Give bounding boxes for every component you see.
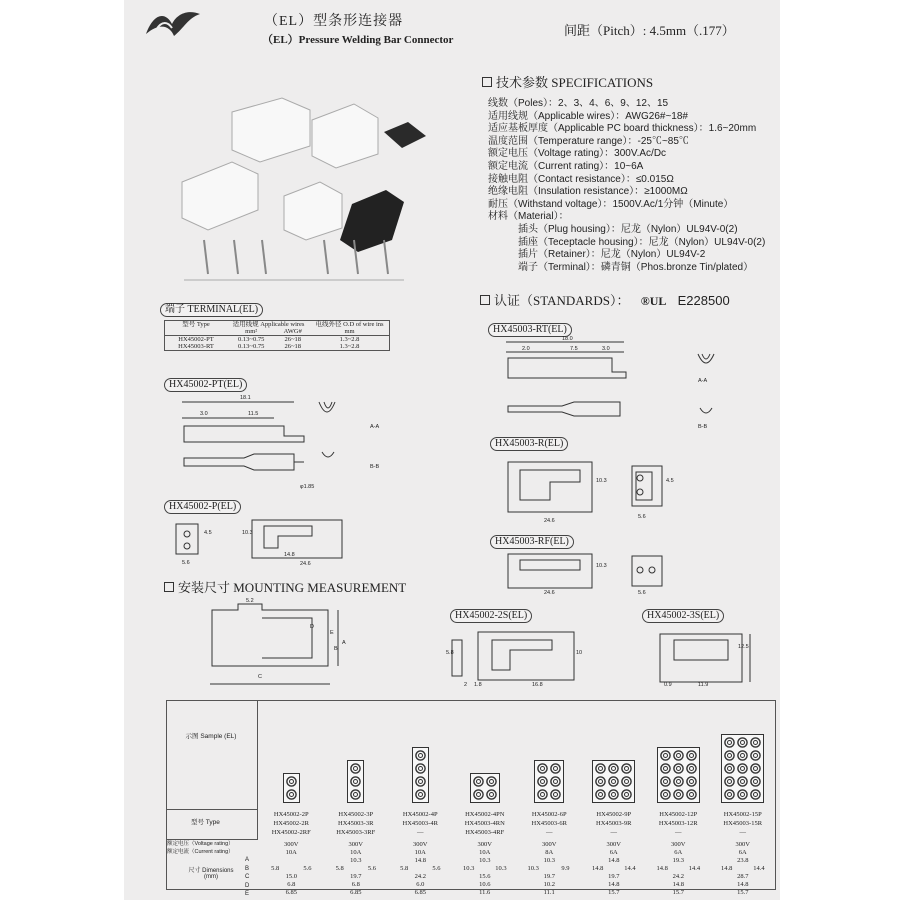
mounting-heading: 安装尺寸 MOUNTING MEASUREMENT [164,577,406,596]
pt-label: HX45002-PT(EL) [164,378,247,392]
table-cell: 15.7 [737,889,749,896]
p-dim: 10.3 [242,530,253,536]
rt-label: HX45003-RT(EL) [488,323,572,337]
pt-drawing [174,392,394,502]
table-cell: 19.7 [608,873,620,880]
model-column [453,701,518,896]
table-cell: 10A [414,849,426,856]
pt-dim: A-A [370,424,380,430]
title-en: （EL）Pressure Welding Bar Connector [262,34,454,46]
table-cell: 24.2 [414,873,426,880]
table-cell: 11.6 [479,889,491,896]
table-cell: 15.6 [479,873,491,880]
model-column [324,701,389,896]
rt-dim: 18.0 [562,336,573,342]
table-cell: HX45002-4P [402,811,438,818]
table-cell: 6.8 [351,881,360,888]
table-cell: 8A [545,849,554,856]
table-cell: 15.7 [608,889,620,896]
material-row: 端子（Terminal）：磷青铜（Phos.bronze Tin/plated） [518,261,754,273]
table-cell: 1.3~2.8 [339,336,360,343]
model-column [582,701,647,896]
pitch-label: 间距（Pitch）: 4.5mm（.177） [564,23,735,38]
dim-key: B [245,865,250,872]
model-column [711,701,776,896]
table-cell: HX45003-12R [658,820,698,827]
table-cell: 5.6 [303,865,312,872]
pt-dim: φ1.85 [300,484,315,490]
catalog-page [124,0,780,900]
square-bullet-icon [482,77,492,87]
table-cell: 14.4 [753,865,765,872]
s3-label: HX45002-3S(EL) [642,609,724,623]
spec-row: 适用线规（Applicable wires）：AWG26#~18# [488,110,688,122]
table-cell: 14.8 [608,881,620,888]
table-cell: 10.3 [350,857,362,864]
spec-row: 额定电流（Current rating）：10~6A [488,161,644,172]
table-cell: HX45003-3R [338,820,374,827]
table-cell: HX45002-2RF [271,829,311,836]
table-cell: 300V [735,841,750,848]
pt-dim: 18.1 [240,395,251,401]
s2-dim: 5.8 [446,650,454,656]
model-column [388,701,453,896]
table-cell: HX45002-15P [723,811,762,818]
table-cell: HX45002-12P [659,811,698,818]
table-cell: 23.8 [737,857,749,864]
s2-dim: 1.8 [474,682,482,688]
connector-sample-icon [657,747,700,803]
dim-key: A [245,857,250,863]
material-row: 插头（Plug housing）：尼龙（Nylon）UL94V-0(2) [518,224,738,235]
rf-dim: 5.6 [638,590,646,596]
table-cell: 6A [738,849,747,856]
mounting-drawing [204,598,404,693]
terminal-table [164,320,390,351]
table-cell: 14.4 [624,865,636,872]
mounting-dim: C [258,674,262,680]
table-cell: 300V [413,841,428,848]
material-row: 插片（Retainer）：尼龙（Nylon）UL94V-2 [518,249,706,261]
table-cell: 6A [674,849,683,856]
table-cell: 10A [350,849,362,856]
s2-drawing [442,624,602,690]
standards-number: E228500 [677,293,730,308]
s3-dim: 0.9 [664,682,672,688]
table-cell: HX45003-9R [596,820,632,827]
r-dim: 5.6 [638,514,646,520]
dim-keys [245,839,249,899]
table-cell: — [739,829,746,836]
mounting-dim: E [330,630,334,636]
s2-dim: 2 [464,682,468,688]
s3-drawing [650,624,770,690]
table-cell: — [610,829,617,836]
type-label-cell [167,809,258,840]
table-cell: 10.3 [462,865,475,872]
table-cell: 15.7 [672,889,684,896]
spec-row: 耐压（Withstand voltage）：1500V.Ac/1分钟（Minute） [488,198,734,210]
rf-drawing [494,548,774,598]
table-cell: 10.3 [527,865,539,872]
table-cell: 6.85 [414,889,426,896]
sample-label-cell [167,701,258,810]
material-row: 插座（Teceptacle housing）：尼龙（Nylon）UL94V-0(2) [518,236,766,248]
sample-label: 示图 Sample (EL) [185,733,237,740]
table-cell: 5.8 [400,865,409,872]
connector-sample-icon [534,760,564,803]
mounting-dim: B [334,646,338,652]
s2-label: HX45002-2S(EL) [450,609,532,623]
table-cell: 26~18 [284,336,301,343]
p-drawing [168,514,358,570]
connector-sample-icon [412,747,429,803]
rt-dim: 3.0 [602,346,610,352]
p-dim: 4.5 [204,530,212,536]
table-cell: 300V [606,841,621,848]
table-cell: HX45003-4RF [465,829,505,836]
table-cell: 0.13~0.75 [238,343,265,350]
table-cell: 1.3~2.8 [339,343,360,350]
table-cell: HX45002-6P [531,811,567,818]
table-cell: 15.0 [285,873,297,880]
table-cell: 300V [477,841,492,848]
table-cell: 10A [479,849,491,856]
pt-dim: 3.0 [200,411,208,417]
rt-dim: 7.5 [570,346,578,352]
spec-row: 线数（Poles）：2、3、4、6、9、12、15 [488,98,669,109]
table-cell: 14.8 [414,857,426,864]
table-cell: 9.9 [561,865,570,872]
table-cell: 300V [348,841,363,848]
tt-sub-awg: AWG# [283,328,302,335]
mounting-dim: A [342,640,346,646]
table-cell: 5.8 [271,865,280,872]
table-cell: — [675,829,682,836]
table-cell: 24.2 [672,873,684,880]
p-dim: 5.6 [182,560,190,566]
p-dim: 14.8 [284,552,295,558]
table-cell: 10.3 [495,865,507,872]
r-dim: 24.6 [544,518,555,524]
spec-row: 额定电压（Voltage rating）：300V.Ac/Dc [488,148,667,160]
table-cell: — [417,829,424,836]
product-photo [164,72,454,302]
r-dim: 4.5 [666,478,674,484]
table-cell: 5.6 [367,865,376,872]
standards-line [480,290,730,309]
type-label: 型号 Type [191,819,220,826]
table-cell: HX45003-15R [723,820,763,827]
table-cell: HX45002-4PN [465,811,505,818]
s3-dim: 11.9 [698,682,709,688]
brand-logo-icon [144,8,202,40]
rt-dim: 2.0 [522,346,530,352]
specifications-block [478,72,778,292]
table-cell: 14.8 [720,865,733,872]
table-cell: 14.8 [672,881,684,888]
table-cell: 6A [609,849,618,856]
p-label: HX45002-P(EL) [164,500,241,514]
pt-dim: B-B [370,464,380,470]
s3-dim: 12.5 [738,644,749,650]
r-label: HX45003-R(EL) [490,437,568,451]
spec-row: 温度范围（Temperature range）：-25℃~85℃ [488,135,689,147]
table-cell: HX45003-3RF [336,829,376,836]
table-cell: 11.1 [543,889,555,896]
rf-dim: 24.6 [544,590,555,596]
table-cell: 10.2 [543,881,555,888]
rf-label: HX45003-RF(EL) [490,535,574,549]
table-cell: 14.8 [591,865,604,872]
connector-sample-icon [283,773,300,803]
table-cell: 10A [285,849,297,856]
connector-sample-icon [470,773,500,803]
tt-h-od: 电线外径 O.D of wire ins [315,321,384,328]
voltage-label: 额定电压（Voltage rating） [167,841,234,847]
table-cell: 14.8 [737,881,749,888]
table-cell: 14.8 [656,865,668,872]
table-cell: 14.4 [688,865,701,872]
table-cell: HX45003-RT [178,343,214,350]
current-label: 额定电流（Current rating） [167,849,234,855]
tt-sub-mm: mm [344,328,355,335]
table-cell: HX45002-3P [338,811,374,818]
table-cell: 28.7 [737,873,749,880]
r-drawing [494,450,774,530]
tt-sub-mm2: mm² [245,328,258,335]
table-cell: 5.8 [335,865,344,872]
s2-dim: 16.8 [532,682,543,688]
tt-h-wires: 适用线规 Applicable wires [232,321,305,328]
specifications-heading: 技术参数 SPECIFICATIONS [482,72,653,91]
table-cell: HX45002-PT [178,336,214,343]
spec-row: 适应基板厚度（Applicable PC board thickness）：1.6~20mm [488,123,757,135]
table-cell: — [546,829,553,836]
rt-dim: A-A [698,378,708,384]
ul-mark: ®UL [640,294,667,308]
table-cell: HX45003-4R [402,820,438,827]
model-column [259,701,324,896]
table-cell: 6.0 [416,881,425,888]
r-dim: 10.3 [596,478,607,484]
model-table [166,700,776,898]
connector-sample-icon [347,760,364,803]
table-cell: 10.3 [479,857,491,864]
table-cell: HX45002-2P [273,811,309,818]
table-cell: 300V [671,841,686,848]
table-cell: HX45003-6R [531,820,567,827]
pt-dim: 11.5 [248,411,259,417]
table-cell: 26~18 [284,343,301,350]
connector-sample-icon [721,734,764,803]
table-cell: HX45002-9P [596,811,632,818]
spec-row: 材料（Material）： [488,211,569,223]
table-cell: 14.8 [608,857,620,864]
table-cell: HX45002-2R [273,820,309,827]
title-cn: （EL）型条形连接器 [264,14,404,29]
table-cell: HX45003-4RN [464,820,505,827]
p-dim: 24.6 [300,561,311,567]
table-cell: 0.13~0.75 [238,336,265,343]
spec-row: 绝缘电阻（Insulation resistance）：≥1000MΩ [488,186,688,198]
dim-key: C [245,874,250,881]
mounting-dim: D [310,624,314,630]
table-cell: 19.7 [350,873,362,880]
table-cell: 6.85 [350,889,362,896]
model-column [646,701,711,896]
table-cell: 6.8 [287,881,296,888]
s2-dim: 10 [576,650,583,656]
table-cell: 300V [542,841,557,848]
table-cell: 19.7 [543,873,555,880]
dim-key: D [245,882,250,889]
table-cell: 10.6 [479,881,491,888]
model-column [517,701,582,896]
table-cell: 19.3 [672,857,684,864]
spec-row: 接触电阻（Contact resistance）：≤0.015Ω [488,173,674,185]
table-cell: 10.3 [543,857,555,864]
standards-heading: 认证（STANDARDS）： [494,293,630,308]
table-cell: 300V [284,841,299,848]
square-bullet-icon [164,582,174,592]
tt-h-type: 型号 Type [182,321,210,328]
rt-dim: B-B [698,424,708,430]
mounting-dim: 5.2 [246,598,254,604]
table-cell: 5.6 [432,865,441,872]
connector-sample-icon [592,760,635,803]
terminal-table-title: 端子 TERMINAL(EL) [160,303,263,317]
dimensions-label: 尺寸 Dimensions (mm) [188,868,234,880]
dim-key: E [245,891,250,898]
table-cell: 6.85 [285,889,297,896]
rf-dim: 10.3 [596,563,607,569]
square-bullet-icon [480,295,490,305]
